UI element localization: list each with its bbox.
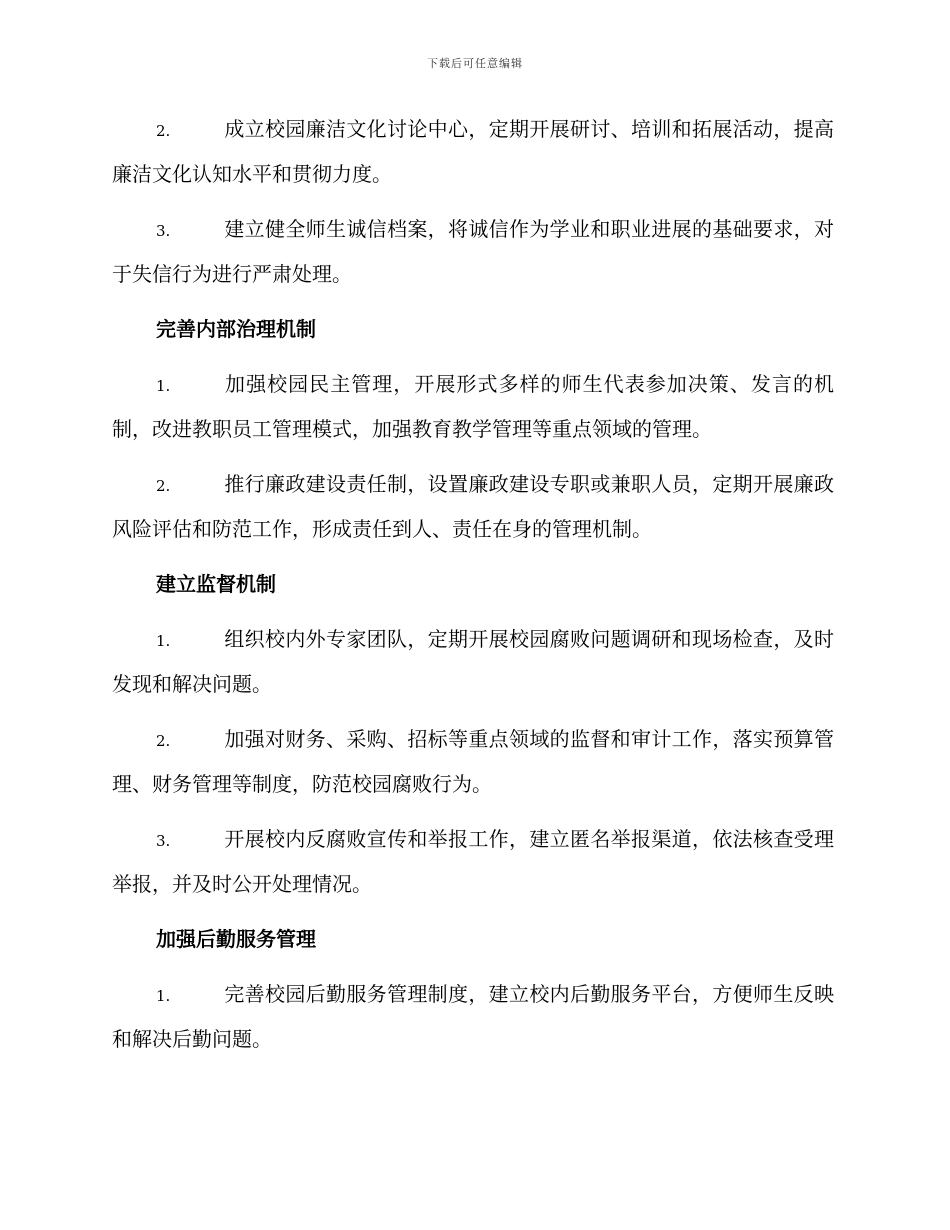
item-text: 推行廉政建设责任制，设置廉政建设专职或兼职人员，定期开展廉政风险评估和防范工作，形成责任到人、责任在身的管理机制。 [112,472,834,541]
item-number: 1. [156,987,171,1005]
list-item [112,463,834,551]
item-text: 加强对财务、采购、招标等重点领域的监督和审计工作，落实预算管理、财务管理等制度，防范校园腐败行为。 [112,727,834,796]
section-heading: 加强后勤服务管理 [156,927,316,951]
list-item [112,208,834,296]
item-text: 完善校园后勤服务管理制度，建立校内后勤服务平台，方便师生反映和解决后勤问题。 [112,982,834,1051]
item-text: 组织校内外专家团队，定期开展校园腐败问题调研和现场检查，及时发现和解决问题。 [112,627,834,696]
item-number: 2. [156,732,171,750]
item-text: 加强校园民主管理，开展形式多样的师生代表参加决策、发言的机制，改进教职员工管理模式，加强教育教学管理等重点领域的管理。 [112,372,834,441]
list-item [112,618,834,706]
document-body [112,108,834,1073]
item-number: 2. [156,477,171,495]
item-number: 3. [156,222,171,240]
list-item [112,818,834,906]
list-item [112,718,834,806]
list-item [112,108,834,196]
item-number: 3. [156,832,171,850]
section-heading: 完善内部治理机制 [156,317,316,341]
section-heading: 建立监督机制 [156,572,276,596]
item-text: 建立健全师生诚信档案，将诚信作为学业和职业进展的基础要求，对于失信行为进行严肃处理。 [112,217,834,286]
item-number: 1. [156,632,171,650]
item-text: 成立校园廉洁文化讨论中心，定期开展研讨、培训和拓展活动，提高廉洁文化认知水平和贯彻力度。 [112,117,834,186]
list-item [112,363,834,451]
page-header-note: 下载后可任意编辑 [427,57,523,70]
item-text: 开展校内反腐败宣传和举报工作，建立匿名举报渠道，依法核查受理举报，并及时公开处理情况。 [112,827,834,896]
item-number: 2. [156,122,171,140]
list-item [112,973,834,1061]
item-number: 1. [156,377,171,395]
